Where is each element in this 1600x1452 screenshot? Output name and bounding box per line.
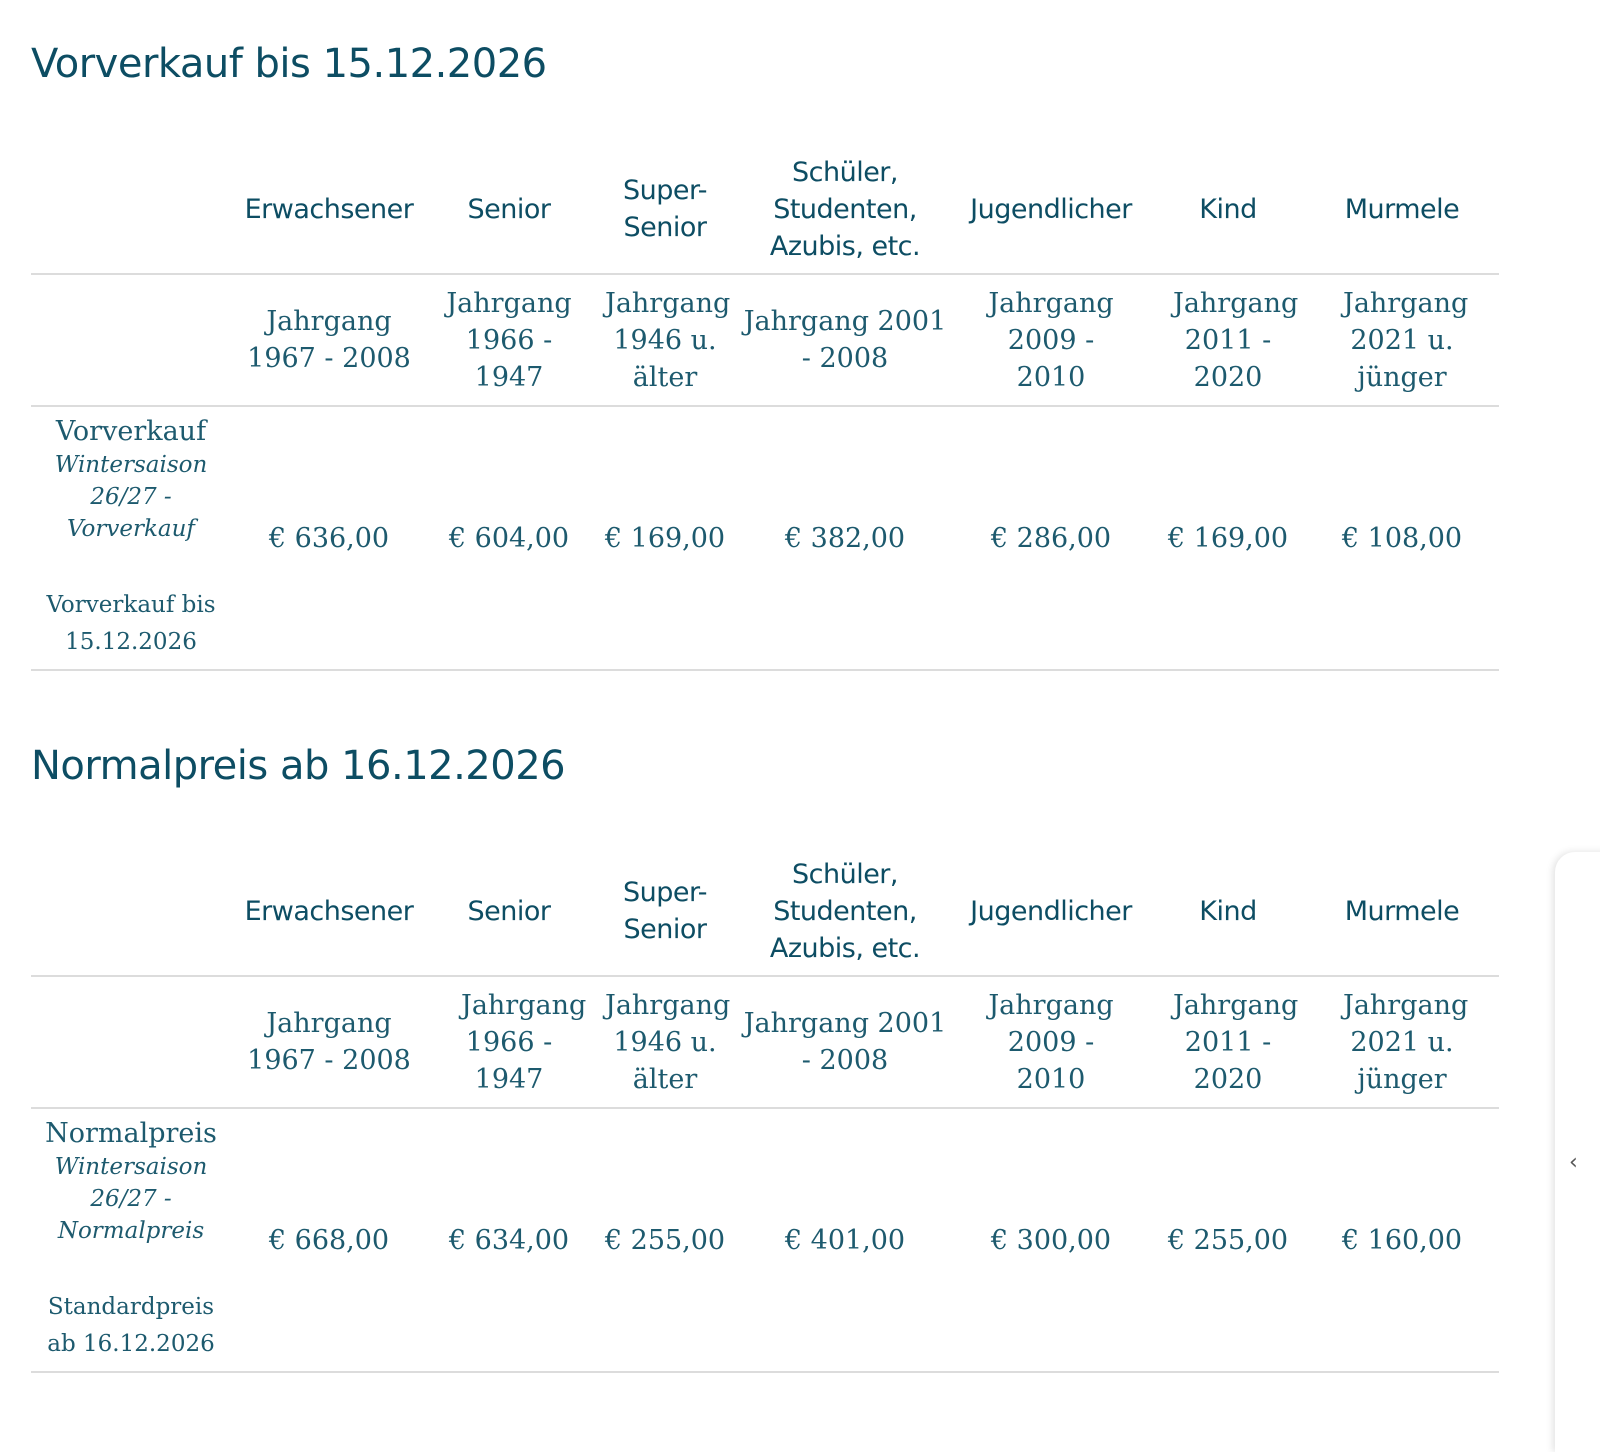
year-students: Jahrgang 2001 - 2008 bbox=[739, 976, 951, 1108]
year-adult: Jahrgang 1967 - 2008 bbox=[231, 274, 427, 406]
header-empty bbox=[31, 847, 231, 976]
price-murmele bbox=[1305, 1108, 1499, 1372]
row-label bbox=[31, 1108, 231, 1372]
price-value: € 300,00 bbox=[990, 1224, 1112, 1256]
side-panel-tab[interactable] bbox=[1555, 852, 1600, 1452]
header-row bbox=[31, 145, 1499, 274]
year-senior: Jahrgang 1966 - 1947 bbox=[427, 274, 591, 406]
row-name: Vorverkauf bbox=[55, 416, 207, 447]
price-value: € 255,00 bbox=[604, 1224, 726, 1256]
price-super-senior bbox=[591, 1108, 739, 1372]
year-super-senior: Jahrgang 1946 u. älter bbox=[591, 274, 739, 406]
price-row bbox=[31, 406, 1499, 670]
row-name: Normalpreis bbox=[45, 1118, 217, 1149]
price-value: € 255,00 bbox=[1167, 1224, 1289, 1256]
year-adult: Jahrgang 1967 - 2008 bbox=[231, 976, 427, 1108]
year-students: Jahrgang 2001 - 2008 bbox=[739, 274, 951, 406]
header-adult: Erwachsener bbox=[231, 847, 427, 976]
header-child: Kind bbox=[1151, 847, 1305, 976]
price-child bbox=[1151, 1108, 1305, 1372]
price-value: € 401,00 bbox=[784, 1224, 906, 1256]
regular-price-section bbox=[31, 740, 1499, 1373]
header-child: Kind bbox=[1151, 145, 1305, 274]
price-senior bbox=[427, 406, 591, 670]
year-super-senior: Jahrgang 1946 u. älter bbox=[591, 976, 739, 1108]
price-youth bbox=[951, 406, 1151, 670]
chevron-left-icon[interactable]: ‹ bbox=[1569, 1150, 1578, 1175]
row-note: Standardpreis ab 16.12.2026 bbox=[47, 1294, 215, 1357]
header-senior: Senior bbox=[427, 847, 591, 976]
price-value: € 636,00 bbox=[268, 522, 390, 554]
header-super-senior: Super-Senior bbox=[591, 145, 739, 274]
header-students: Schüler, Studenten, Azubis, etc. bbox=[739, 145, 951, 274]
price-value: € 169,00 bbox=[604, 522, 726, 554]
header-empty bbox=[31, 145, 231, 274]
price-adult bbox=[231, 406, 427, 670]
price-adult bbox=[231, 1108, 427, 1372]
price-value: € 668,00 bbox=[268, 1224, 390, 1256]
year-senior: Jahrgang 1966 - 1947 bbox=[427, 976, 591, 1108]
header-super-senior: Super-Senior bbox=[591, 847, 739, 976]
year-child: Jahrgang 2011 - 2020 bbox=[1151, 976, 1305, 1108]
header-row bbox=[31, 847, 1499, 976]
price-table bbox=[31, 847, 1499, 1373]
price-super-senior bbox=[591, 406, 739, 670]
price-value: € 108,00 bbox=[1341, 522, 1463, 554]
price-row bbox=[31, 1108, 1499, 1372]
year-youth: Jahrgang 2009 - 2010 bbox=[951, 976, 1151, 1108]
year-row bbox=[31, 274, 1499, 406]
year-murmele: Jahrgang 2021 u. jünger bbox=[1305, 976, 1499, 1108]
section-title: Vorverkauf bis 15.12.2026 bbox=[31, 41, 547, 87]
year-empty bbox=[31, 274, 231, 406]
price-value: € 160,00 bbox=[1341, 1224, 1463, 1256]
header-murmele: Murmele bbox=[1305, 847, 1499, 976]
year-murmele: Jahrgang 2021 u. jünger bbox=[1305, 274, 1499, 406]
header-adult: Erwachsener bbox=[231, 145, 427, 274]
header-students: Schüler, Studenten, Azubis, etc. bbox=[739, 847, 951, 976]
price-youth bbox=[951, 1108, 1151, 1372]
price-senior bbox=[427, 1108, 591, 1372]
header-youth: Jugendlicher bbox=[951, 145, 1151, 274]
price-students bbox=[739, 406, 951, 670]
price-value: € 169,00 bbox=[1167, 522, 1289, 554]
year-child: Jahrgang 2011 - 2020 bbox=[1151, 274, 1305, 406]
price-child bbox=[1151, 406, 1305, 670]
year-youth: Jahrgang 2009 - 2010 bbox=[951, 274, 1151, 406]
price-students bbox=[739, 1108, 951, 1372]
row-label bbox=[31, 406, 231, 670]
section-title: Normalpreis ab 16.12.2026 bbox=[31, 743, 566, 789]
price-table bbox=[31, 145, 1499, 671]
presale-section bbox=[31, 38, 1499, 671]
year-row bbox=[31, 976, 1499, 1108]
price-value: € 634,00 bbox=[448, 1224, 570, 1256]
row-description: Wintersaison 26/27 - Normalpreis bbox=[54, 1154, 208, 1244]
header-murmele: Murmele bbox=[1305, 145, 1499, 274]
row-note: Vorverkauf bis 15.12.2026 bbox=[46, 592, 216, 655]
price-value: € 604,00 bbox=[448, 522, 570, 554]
price-value: € 286,00 bbox=[990, 522, 1112, 554]
header-youth: Jugendlicher bbox=[951, 847, 1151, 976]
header-senior: Senior bbox=[427, 145, 591, 274]
price-murmele bbox=[1305, 406, 1499, 670]
row-description: Wintersaison 26/27 - Vorverkauf bbox=[54, 452, 208, 542]
price-value: € 382,00 bbox=[784, 522, 906, 554]
year-empty bbox=[31, 976, 231, 1108]
